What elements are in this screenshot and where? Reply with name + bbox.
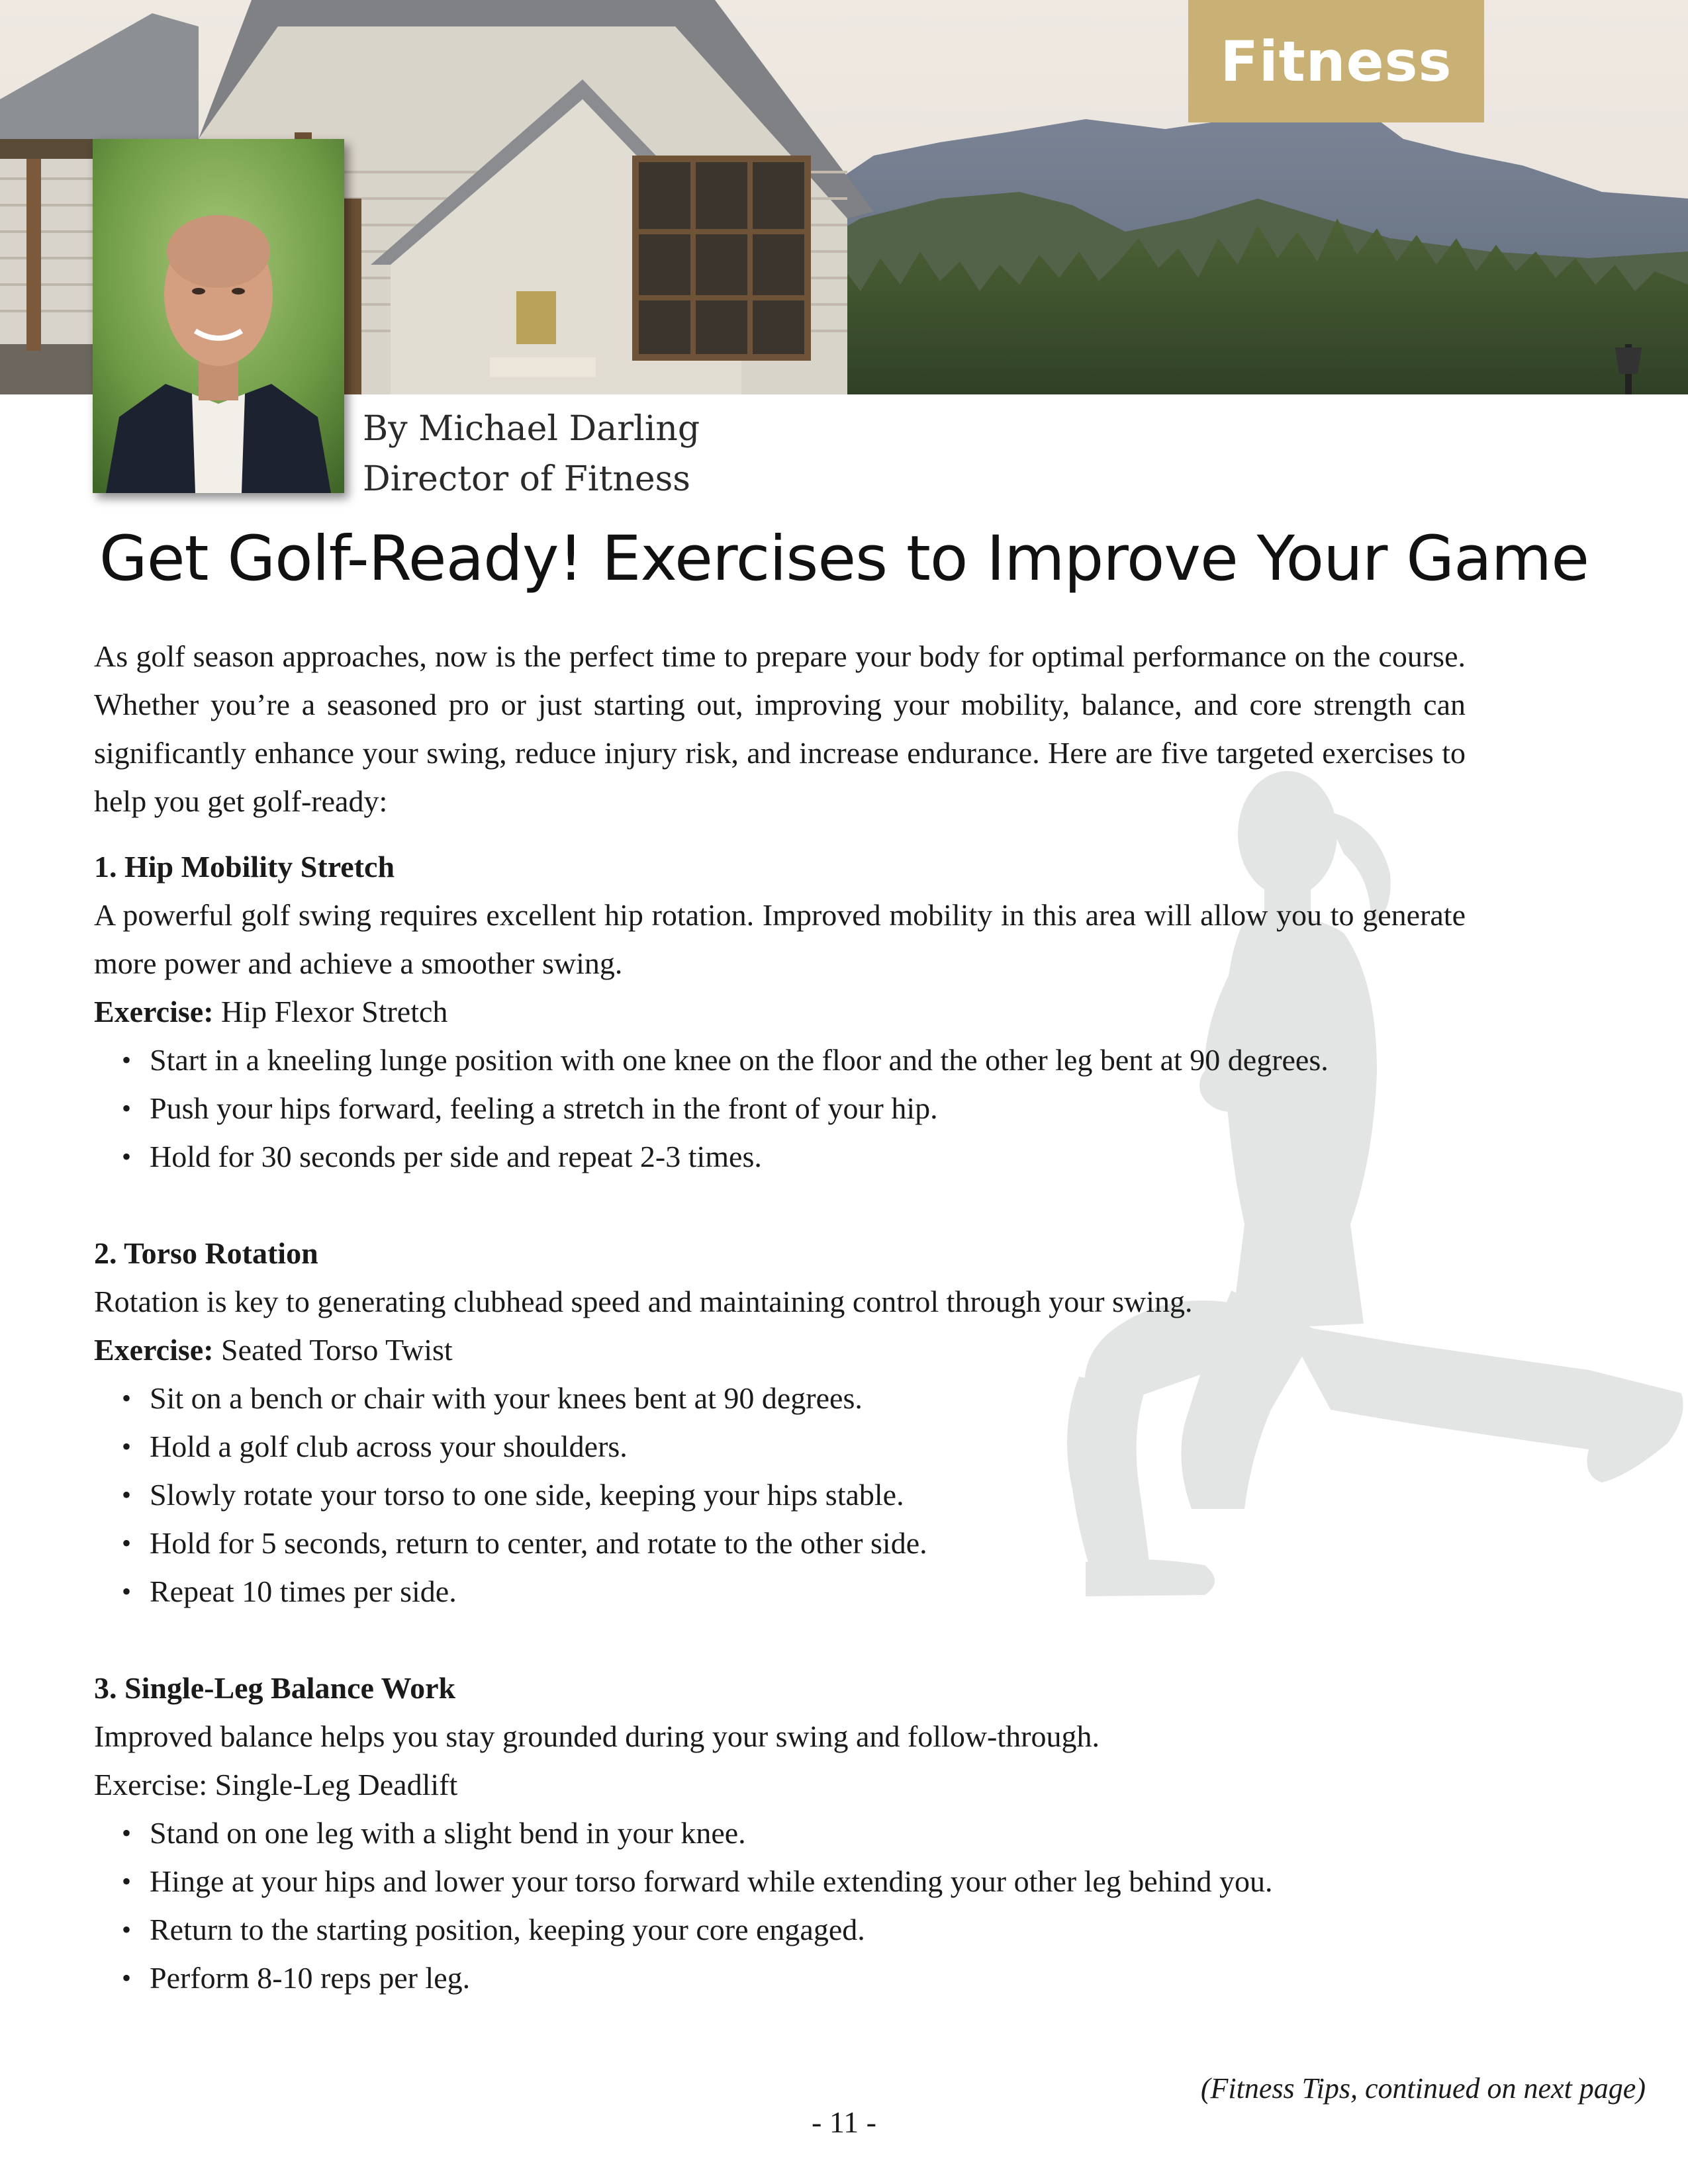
author-photo <box>93 139 344 493</box>
exercise-line: Exercise: Single-Leg Deadlift <box>94 1768 458 1801</box>
exercise-line <box>94 987 1466 1036</box>
list-item: • Hold a golf club across your shoulders. <box>150 1422 1466 1471</box>
steps-list <box>94 1036 1466 1181</box>
section-torso-rotation <box>94 1229 1466 1615</box>
steps-list <box>94 1809 1466 2002</box>
list-item: • Perform 8-10 reps per leg. <box>150 1954 1466 2002</box>
list-item: • Hold for 30 seconds per side and repeat 2-3 times. <box>150 1132 1466 1181</box>
article-title: Get Golf-Ready! Exercises to Improve Your Game <box>99 523 1589 595</box>
continued-note: (Fitness Tips, continued on next page) <box>1200 2072 1646 2105</box>
byline <box>363 404 700 504</box>
list-item: • Sit on a bench or chair with your knees bent at 90 degrees. <box>150 1374 1466 1422</box>
section-description: A powerful golf swing requires excellent hip rotation. Improved mobility in this area will allow you to generate more power and achieve a smoother swing. <box>94 898 1466 980</box>
spacer <box>94 1181 1466 1229</box>
spacer <box>94 1615 1466 1664</box>
exercise-label: Exercise: <box>94 995 214 1028</box>
list-item: • Hold for 5 seconds, return to center, and rotate to the other side. <box>150 1519 1466 1567</box>
section-hip-mobility <box>94 842 1466 1181</box>
list-item: • Start in a kneeling lunge position with one knee on the floor and the other leg bent at 90 degrees. <box>150 1036 1466 1084</box>
steps-list <box>94 1374 1466 1615</box>
list-item: • Hinge at your hips and lower your torso forward while extending your other leg behind you. <box>150 1857 1466 1905</box>
section-heading: 3. Single-Leg Balance Work <box>94 1671 456 1705</box>
article-body <box>94 632 1466 2002</box>
exercise-line <box>94 1326 1466 1374</box>
page-number: - 11 - <box>812 2105 876 2139</box>
section-heading: 1. Hip Mobility Stretch <box>94 850 395 884</box>
intro-paragraph: As golf season approaches, now is the perfect time to prepare your body for optimal performance on the course. Whether you’re a seasoned pro or just starting out, improving your mobility, balance, and core strength can significantly enhance your swing, reduce injury risk, and increase endurance. Here are five targeted exercises to help you get golf-ready: <box>94 639 1466 818</box>
author-name: By Michael Darling <box>363 409 700 449</box>
exercise-name: Hip Flexor Stretch <box>213 995 448 1028</box>
section-tag-fitness: Fitness <box>1188 0 1484 122</box>
list-item: • Return to the starting position, keeping your core engaged. <box>150 1905 1466 1954</box>
section-single-leg-balance <box>94 1664 1466 2002</box>
list-item: • Stand on one leg with a slight bend in your knee. <box>150 1809 1466 1857</box>
exercise-name: Seated Torso Twist <box>213 1333 453 1367</box>
list-item: • Push your hips forward, feeling a stretch in the front of your hip. <box>150 1084 1466 1132</box>
exercise-label: Exercise: <box>94 1333 214 1367</box>
section-description: Improved balance helps you stay grounded during your swing and follow-through. <box>94 1719 1100 1753</box>
list-item: • Slowly rotate your torso to one side, keeping your hips stable. <box>150 1471 1466 1519</box>
author-title: Director of Fitness <box>363 459 690 499</box>
list-item: • Repeat 10 times per side. <box>150 1567 1466 1615</box>
section-heading: 2. Torso Rotation <box>94 1236 318 1270</box>
section-description: Rotation is key to generating clubhead speed and maintaining control through your swing. <box>94 1285 1193 1318</box>
